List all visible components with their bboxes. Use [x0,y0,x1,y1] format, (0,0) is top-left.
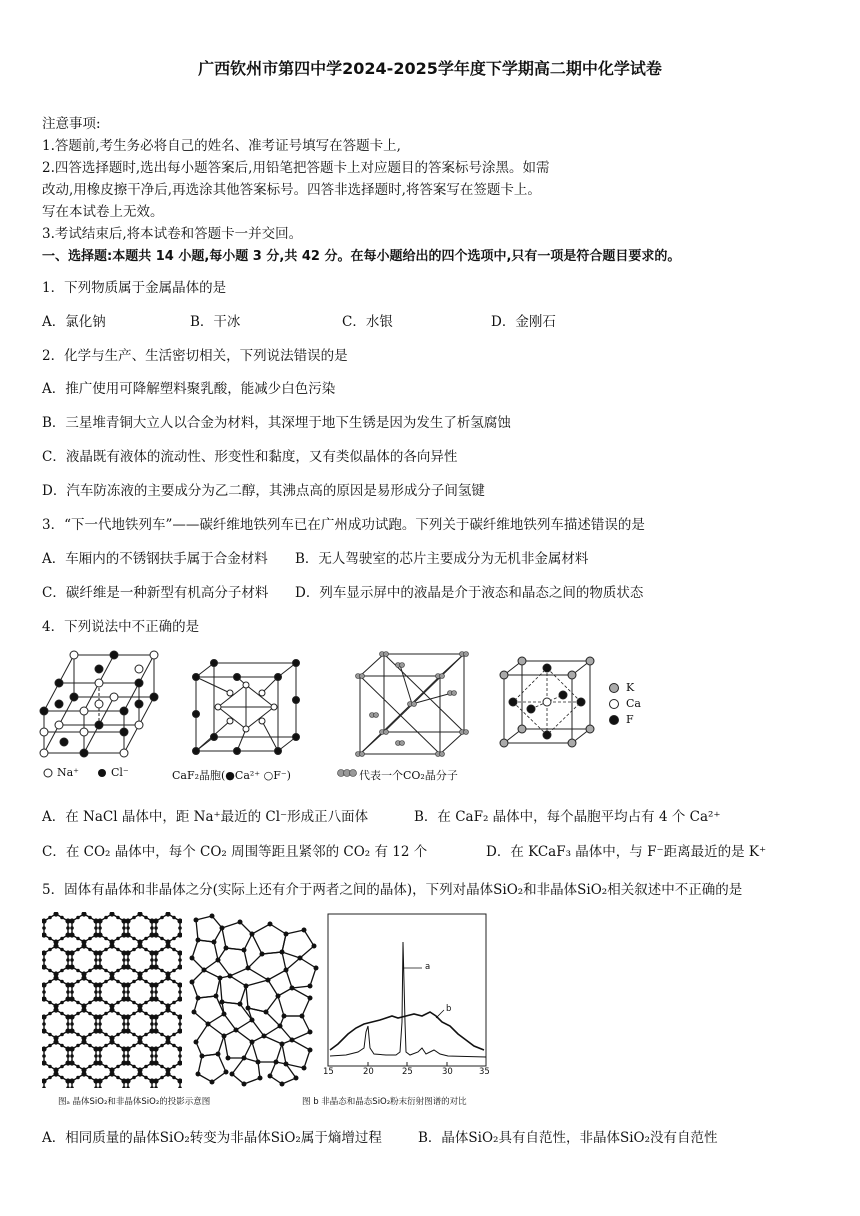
co2-caption: 代表一个CO₂晶分子 [359,769,458,782]
q4-stem: 4．下列说法中不正确的是 [42,619,200,635]
notice-line-5: 3.考试结束后,将本试卷和答题卡一并交回。 [42,226,303,242]
co2-molecule-legend-icon [336,767,358,779]
nacl-crystal-diagram [38,645,163,763]
nacl-cl-label: Cl⁻ [111,766,129,779]
q1-option-d: D．金刚石 [491,314,556,330]
legend-k-label: K [626,681,635,694]
q2-option-b: B．三星堆青铜大立人以合金为材料，其深埋于地下生锈是因为发生了析氢腐蚀 [42,415,511,431]
notice-line-4: 写在本试卷上无效。 [42,204,164,220]
xrd-label-b: b [446,1004,452,1014]
q1-stem: 1．下列物质属于金属晶体的是 [42,280,227,296]
q2-stem: 2．化学与生产、生活密切相关，下列说法错误的是 [42,348,348,364]
xrd-tick-30: 30 [442,1067,453,1077]
q3-stem: 3．“下一代地铁列车”——碳纤维地铁列车已在广州成功试跑。下列关于碳纤维地铁列车描述错误的是 [42,517,645,533]
caf2-unit-cell-diagram [190,657,302,757]
crystalline-sio2-diagram [42,912,182,1088]
na-ion-legend-icon [42,767,56,779]
q1-option-a: A．氯化钠 [42,314,106,330]
figure-b-caption: 图 b 非晶态和晶态SiO₂粉末衍射图谱的对比 [302,1097,467,1107]
q5-option-b: B．晶体SiO₂具有自范性，非晶体SiO₂没有自范性 [418,1130,718,1146]
xrd-tick-35: 35 [479,1067,490,1077]
amorphous-sio2-diagram [186,912,322,1088]
nacl-na-label: Na⁺ [57,766,79,779]
kcaf3-legend-icons [608,682,622,732]
notice-line-2: 2.四答选择题时,选出每小题答案后,用铅笔把答题卡上对应题目的答案标号涂黑。如需 [42,160,550,176]
notice-line-1: 1.答题前,考生务必将自己的姓名、准考证号填写在答题卡上, [42,138,401,154]
q5-stem: 5．固体有晶体和非晶体之分(实际上还有介于两者之间的晶体)，下列对晶体SiO₂和非晶体SiO₂相关叙述中不正确的是 [42,882,743,898]
q4-option-b: B．在 CaF₂ 晶体中，每个晶胞平均占有 4 个 Ca²⁺ [414,809,721,825]
q2-option-a: A．推广使用可降解塑料聚乳酸，能减少白色污染 [42,381,336,397]
q3-option-b: B．无人驾驶室的芯片主要成分为无机非金属材料 [295,551,589,567]
kcaf3-unit-cell-diagram [498,655,600,751]
cl-ion-legend-icon [96,767,110,779]
xrd-pattern-diagram [326,912,490,1082]
xrd-label-a: a [425,962,431,972]
q3-option-c: C．碳纤维是一种新型有机高分子材料 [42,585,269,601]
figure-a-caption: 图ₐ 晶体SiO₂和非晶体SiO₂的投影示意图 [58,1097,211,1107]
legend-f-label: F [626,713,634,726]
xrd-tick-25: 25 [402,1067,413,1077]
q2-option-d: D．汽车防冻液的主要成分为乙二醇，其沸点高的原因是易形成分子间氢键 [42,483,485,499]
q4-option-a: A．在 NaCl 晶体中，距 Na⁺最近的 Cl⁻形成正八面体 [42,809,369,825]
q4-option-c: C．在 CO₂ 晶体中，每个 CO₂ 周围等距且紧邻的 CO₂ 有 12 个 [42,844,428,860]
page-title: 广西钦州市第四中学2024-2025学年度下学期高二期中化学试卷 [198,59,662,78]
q3-option-a: A．车厢内的不锈钢扶手属于合金材料 [42,551,268,567]
notice-line-3: 改动,用橡皮擦干净后,再选涂其他答案标号。四答非选择题时,将答案写在签题卡上。 [42,182,541,198]
xrd-tick-20: 20 [363,1067,374,1077]
q5-option-a: A．相同质量的晶体SiO₂转变为非晶体SiO₂属于熵增过程 [42,1130,382,1146]
q1-option-c: C．水银 [342,314,393,330]
section-heading: 一、选择题:本题共 14 小题,每小题 3 分,共 42 分。在每小题给出的四个选项中,只有一项是符合题目要求的。 [42,249,681,264]
co2-crystal-diagram [352,648,472,760]
q4-option-d: D．在 KCaF₃ 晶体中，与 F⁻距离最近的是 K⁺ [486,844,767,860]
caf2-caption: CaF₂晶胞(●Ca²⁺ ○F⁻) [172,769,291,782]
q2-option-c: C．液晶既有液体的流动性、形变性和黏度，又有类似晶体的各向异性 [42,449,458,465]
q1-option-b: B．干冰 [190,314,241,330]
notice-heading: 注意事项: [42,116,101,132]
legend-ca-label: Ca [626,697,641,710]
q3-option-d: D．列车显示屏中的液晶是介于液态和晶态之间的物质状态 [295,585,644,601]
xrd-tick-15: 15 [323,1067,334,1077]
